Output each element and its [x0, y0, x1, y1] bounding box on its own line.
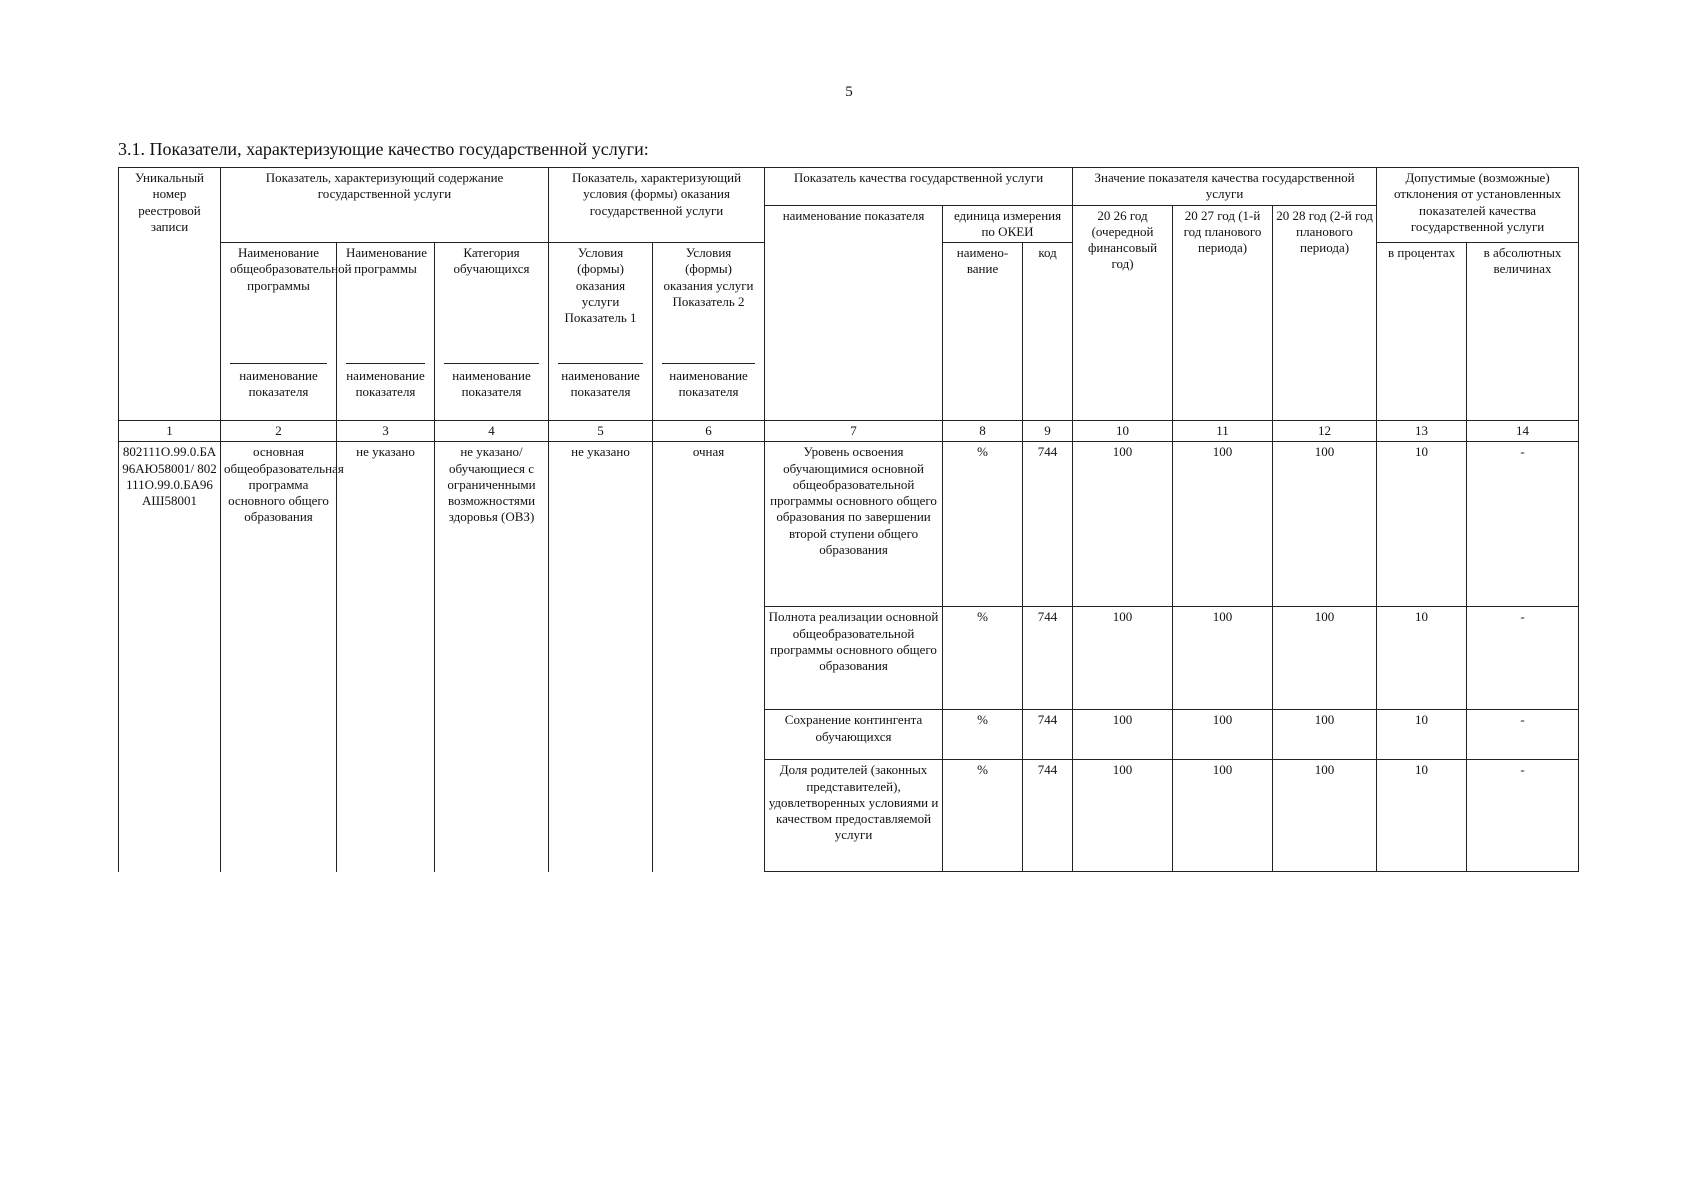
col-number: 12 — [1273, 421, 1377, 442]
indicator-year3: 100 — [1273, 760, 1377, 872]
indicator-label: наименование показателя — [452, 368, 531, 400]
page-number: 5 — [845, 84, 853, 100]
col-number: 5 — [549, 421, 653, 442]
indicator-unit: % — [943, 607, 1023, 710]
indicator-absolute: - — [1467, 607, 1579, 710]
indicator-name: Сохранение контингента обучающихся — [765, 710, 943, 760]
indicator-year3: 100 — [1273, 442, 1377, 607]
indicator-name: Полнота реализации основной общеобразовательной программы основного общего образования — [765, 607, 943, 710]
indicator-percent: 10 — [1377, 607, 1467, 710]
indicator-year1: 100 — [1073, 710, 1173, 760]
col-number: 14 — [1467, 421, 1579, 442]
indicator-name: Уровень освоения обучающимися основной общеобразовательной программы основного общего образования по завершении второй ступени общего образования — [765, 442, 943, 607]
indicator-year2: 100 — [1173, 607, 1273, 710]
conditions-group-header: Показатель, характеризующий условия (формы) оказания государственной услуги — [549, 168, 765, 243]
absolute-header: в абсолютных величинах — [1467, 243, 1579, 421]
col-number: 13 — [1377, 421, 1467, 442]
indicator-percent: 10 — [1377, 710, 1467, 760]
program-name-value: основная общеобразовательная программа основного общего образования — [221, 442, 337, 872]
indicator-year1: 100 — [1073, 442, 1173, 607]
program-name-header — [221, 243, 352, 421]
cond1-header — [549, 243, 653, 421]
cond2-value: очная — [653, 442, 765, 872]
indicator-code: 744 — [1023, 760, 1073, 872]
indicator-year2: 100 — [1173, 710, 1273, 760]
deviation-group-header: Допустимые (возможные) отклонения от установленных показателей качества государственной услуги — [1377, 168, 1579, 243]
col-number: 1 — [119, 421, 221, 442]
col-number: 9 — [1023, 421, 1073, 442]
quality-indicators-table — [118, 167, 1579, 872]
program-label: Наименование программы — [346, 245, 425, 364]
indicator-label: наименование показателя — [669, 368, 748, 400]
registry-number: 802111О.99.0.БА96АЮ58001/ 802111О.99.0.БА96АШ58001 — [119, 442, 221, 872]
cond1-value: не указано — [549, 442, 653, 872]
indicator-year1: 100 — [1073, 607, 1173, 710]
indicator-absolute: - — [1467, 710, 1579, 760]
indicator-label: наименование показателя — [239, 368, 318, 400]
program-name-label: Наименование общеобразовательной программы — [230, 245, 327, 364]
indicator-label: наименование показателя — [561, 368, 640, 400]
cond2-label: Условия (формы) оказания услуги Показатель 2 — [662, 245, 755, 364]
indicator-code: 744 — [1023, 607, 1073, 710]
column-numbers-row — [119, 421, 1579, 442]
col-number: 2 — [221, 421, 337, 442]
year1-header: 20 26 год (очередной финансовый год) — [1073, 205, 1173, 421]
col-number: 3 — [337, 421, 435, 442]
category-header — [435, 243, 549, 421]
indicator-percent: 10 — [1377, 760, 1467, 872]
col-number: 10 — [1073, 421, 1173, 442]
indicator-year2: 100 — [1173, 442, 1273, 607]
col-number: 8 — [943, 421, 1023, 442]
section-title: 3.1. Показатели, характеризующие качество государственной услуги: — [118, 139, 649, 159]
indicator-year3: 100 — [1273, 607, 1377, 710]
col-number: 11 — [1173, 421, 1273, 442]
indicator-label: наименование показателя — [346, 368, 425, 400]
unit-name-header: наимено-вание — [943, 243, 1023, 421]
indicator-code: 744 — [1023, 442, 1073, 607]
unit-code-header: код — [1023, 243, 1073, 421]
col-number: 4 — [435, 421, 549, 442]
percent-header: в процентах — [1377, 243, 1467, 421]
cond2-header — [653, 243, 765, 421]
indicator-year1: 100 — [1073, 760, 1173, 872]
indicator-code: 744 — [1023, 710, 1073, 760]
unit-header: единица измерения по ОКЕИ — [943, 205, 1073, 243]
table-row — [119, 442, 1579, 607]
header-row-1 — [119, 168, 1579, 206]
indicator-unit: % — [943, 442, 1023, 607]
category-value: не указано/ обучающиеся с ограниченными возможностями здоровья (ОВЗ) — [435, 442, 549, 872]
indicator-name: Доля родителей (законных представителей), удовлетворенных условиями и качеством предоставляемой услуги — [765, 760, 943, 872]
year3-header: 20 28 год (2-й год планового периода) — [1273, 205, 1377, 421]
indicator-name-header: наименование показателя — [765, 205, 943, 421]
indicator-absolute: - — [1467, 760, 1579, 872]
col-number: 6 — [653, 421, 765, 442]
indicator-year3: 100 — [1273, 710, 1377, 760]
program-value: не указано — [337, 442, 435, 872]
quality-group-header: Показатель качества государственной услуги — [765, 168, 1073, 206]
indicator-unit: % — [943, 760, 1023, 872]
content-group-header: Показатель, характеризующий содержание государственной услуги — [221, 168, 549, 243]
col-number: 7 — [765, 421, 943, 442]
value-group-header: Значение показателя качества государственной услуги — [1073, 168, 1377, 206]
indicator-absolute: - — [1467, 442, 1579, 607]
indicator-percent: 10 — [1377, 442, 1467, 607]
indicator-unit: % — [943, 710, 1023, 760]
cond1-label: Условия (формы) оказания услуги Показатель 1 — [558, 245, 643, 364]
year2-header: 20 27 год (1-й год планового периода) — [1173, 205, 1273, 421]
indicator-year2: 100 — [1173, 760, 1273, 872]
category-label: Категория обучающихся — [444, 245, 539, 364]
registry-header: Уникальный номер реестровой записи — [119, 168, 221, 421]
